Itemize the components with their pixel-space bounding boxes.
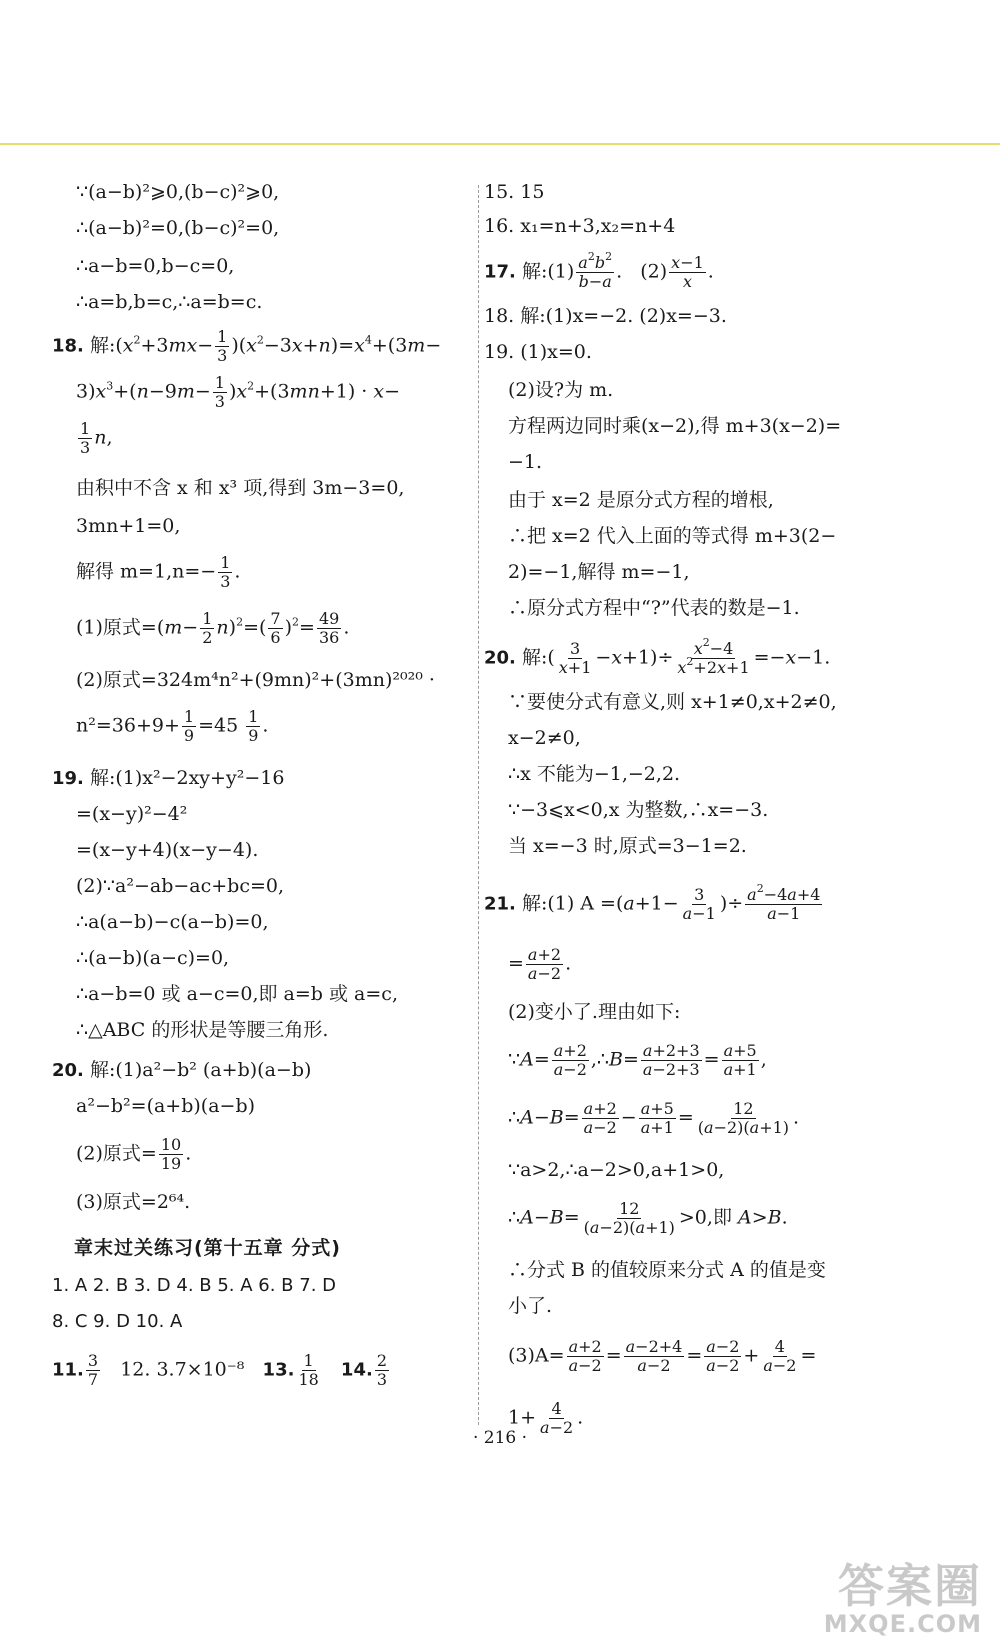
text-line: 18. 解:(1)x=−2. (2)x=−3. — [484, 305, 727, 327]
problem-17: 17. 解:(1) $\frac{a^2b^2}{b-a}$ . (2) $\frac{x-1}{x}$ . — [484, 250, 714, 291]
text-line: 由积中不含 x 和 x³ 项,得到 3m−3=0, — [76, 477, 405, 499]
text-line: ∴(a−b)²=0,(b−c)²=0, — [76, 217, 280, 239]
text-line: ∵(a−b)²⩾0,(b−c)²⩾0, — [76, 181, 280, 203]
math-line: = $\frac{a+2}{a-2}$ . — [508, 945, 572, 983]
watermark-url: MXQE.COM — [823, 1610, 982, 1638]
text-line: ∵要使分式有意义,则 x+1≠0,x+2≠0, — [508, 691, 837, 713]
text-line: (3)原式=2⁶⁴. — [76, 1191, 191, 1213]
column-divider — [478, 185, 479, 1425]
math-line: ∵A= $\frac{a+2}{a-2}$ ,∴B= $\frac{a+2+3}{a-2+3}$ = $\frac{a+5}{a+1}$ , — [508, 1041, 767, 1079]
text-line: (2)∵a²−ab−ac+bc=0, — [76, 875, 285, 897]
text-line: 2)=−1,解得 m=−1, — [508, 561, 690, 583]
problem-number: 11. — [52, 1359, 84, 1381]
text-line: ∴把 x=2 代入上面的等式得 m+3(2− — [508, 525, 837, 547]
problem-number: 14. — [340, 1359, 373, 1381]
text-line: ∴(a−b)(a−c)=0, — [76, 947, 230, 969]
problem-number: 20. — [484, 647, 516, 669]
page-number: · 216 · — [472, 1428, 528, 1448]
text-span: 解:(1)x²−2xy+y²−16 — [89, 767, 285, 789]
text-line: (2)变小了.理由如下: — [508, 1001, 681, 1023]
text-line: 15. 15 — [484, 181, 545, 203]
math-line: (3)A= $\frac{a+2}{a-2}$ = $\frac{a-2+4}{a-2}$ = $\frac{a-2}{a-2}$ + $\frac{4}{a-2}$ = — [508, 1337, 817, 1375]
problem-number: 13. — [262, 1359, 295, 1381]
text-line: 由于 x=2 是原分式方程的增根, — [508, 489, 774, 511]
text-line: 3mn+1=0, — [76, 515, 181, 537]
text-line: ∴分式 B 的值较原来分式 A 的值是变 — [508, 1259, 826, 1281]
text-line: ∴原分式方程中“?”代表的数是−1. — [508, 597, 800, 619]
math-line: ∴A−B= $\frac{12}{(a-2)(a+1)}$ >0,即 A>B. — [508, 1199, 788, 1237]
mc-answers: 8. C 9. D 10. A — [52, 1311, 183, 1332]
text-line: x−2≠0, — [508, 727, 581, 749]
problem-18: 18. 解$:(x^2+3mx-$ $\frac{1}{3}$ )$(x^2-3x+n)=x^4+(3m-$ — [52, 327, 442, 365]
text-line: ∴a=b,b=c,∴a=b=c. — [76, 291, 263, 313]
text-line: ∴x 不能为−1,−2,2. — [508, 763, 681, 785]
text-line: 19. (1)x=0. — [484, 341, 592, 363]
text-line: 方程两边同时乘(x−2),得 m+3(x−2)= — [508, 415, 842, 437]
text-span: 解得 m=1,n=− — [76, 560, 217, 583]
watermark-text: 答案圈 — [838, 1559, 982, 1613]
text-span: (2) — [640, 260, 668, 283]
problem-20 — [52, 1056, 311, 1085]
problem-20: 20. 解:( $\frac{3}{x+1}$ −x+1)÷ $\frac{x^2-4}{x^2+2x+1}$ =−x−1. — [484, 636, 831, 677]
text-line: ∵−3⩽x<0,x 为整数,∴x=−3. — [508, 799, 769, 821]
problem-21: 21. 解:(1) A =(a+1− $\frac{3}{a-1}$ )÷ $\frac{a^2-4a+4}{a-1}$ — [484, 882, 821, 923]
text-span: 12. 3.7×10⁻⁸ — [120, 1358, 245, 1381]
math-line: 解得 m=1,n=− $\frac{1}{3}$ . — [76, 553, 241, 591]
text-line: (2)设?为 m. — [508, 379, 614, 401]
math-line: n²=36+9+ $\frac{1}{9}$ =45 $\frac{1}{9}$ . — [76, 707, 269, 745]
text-line: =(x−y+4)(x−y−4). — [76, 839, 259, 861]
math-line: ∴A−B= $\frac{a+2}{a-2}$ − $\frac{a+5}{a+1}$ = $\frac{12}{(a-2)(a+1)}$ . — [508, 1099, 800, 1137]
problem-number: 17. — [484, 261, 516, 283]
text-line: ∴△ABC 的形状是等腰三角形. — [76, 1019, 329, 1041]
text-span: (2)原式= — [76, 1142, 157, 1165]
math-line: (2)原式= $\frac{10}{19}$ . — [76, 1135, 192, 1173]
text-line: ∵a>2,∴a−2>0,a+1>0, — [508, 1159, 725, 1181]
solution-label: 解: — [521, 646, 548, 669]
text-span: (3)A= — [508, 1344, 565, 1367]
problem-number: 19. — [52, 768, 84, 789]
text-span: 解:(1)a²−b² (a+b)(a−b) — [89, 1059, 312, 1081]
text-line: (2)原式=324m⁴n²+(9mn)²+(3mn)²⁰²⁰ · — [76, 669, 435, 691]
math-line: (1)原式=(m− $\frac{1}{2}$ n)$^2$=( $\frac{7}{6}$ )$^2$= $\frac{49}{36}$ . — [76, 609, 350, 647]
solution-label: 解: — [89, 334, 116, 357]
problem-19 — [52, 764, 284, 793]
text-line: =(x−y)²−4² — [76, 803, 188, 825]
problem-number: 18. — [52, 335, 84, 357]
text-span: n²=36+9+ — [76, 714, 180, 737]
text-line: ∴a−b=0,b−c=0, — [76, 255, 235, 277]
text-line: a²−b²=(a+b)(a−b) — [76, 1095, 256, 1117]
text-span: 解:(1) — [521, 260, 575, 283]
text-line: 16. x₁=n+3,x₂=n+4 — [484, 215, 676, 237]
watermark-logo — [824, 1561, 982, 1637]
problem-number: 21. — [484, 893, 516, 915]
mc-answers: 1. A 2. B 3. D 4. B 5. A 6. B 7. D — [52, 1275, 336, 1296]
math-line: 1+ $\frac{4}{a-2}$ . — [508, 1399, 584, 1437]
text-line: −1. — [508, 451, 543, 473]
section-title: 章末过关练习(第十五章 分式) — [74, 1237, 341, 1259]
text-span: (1)原式= — [76, 616, 157, 639]
fill-answers: 11. $\frac{3}{7}$ 12. 3.7×10⁻⁸ 13. $\frac{1}{18}$ 14. $\frac{2}{3}$ — [52, 1351, 387, 1389]
text-line: 当 x=−3 时,原式=3−1=2. — [508, 835, 747, 857]
text-line: ∴a(a−b)−c(a−b)=0, — [76, 911, 269, 933]
text-line: 小了. — [508, 1295, 553, 1317]
header-rule — [0, 143, 1000, 145]
text-line: ∴a−b=0 或 a−c=0,即 a=b 或 a=c, — [76, 983, 398, 1005]
problem-number: 20. — [52, 1060, 84, 1081]
math-line: $\frac{1}{3}$ n, — [80, 419, 113, 457]
math-line: $3)x^3+(n-9m-$ $\frac{1}{3}$ )$x^2+(3mn+1) \cdot x-$ — [76, 373, 400, 411]
solution-label: 解:(1) A = — [521, 892, 616, 915]
